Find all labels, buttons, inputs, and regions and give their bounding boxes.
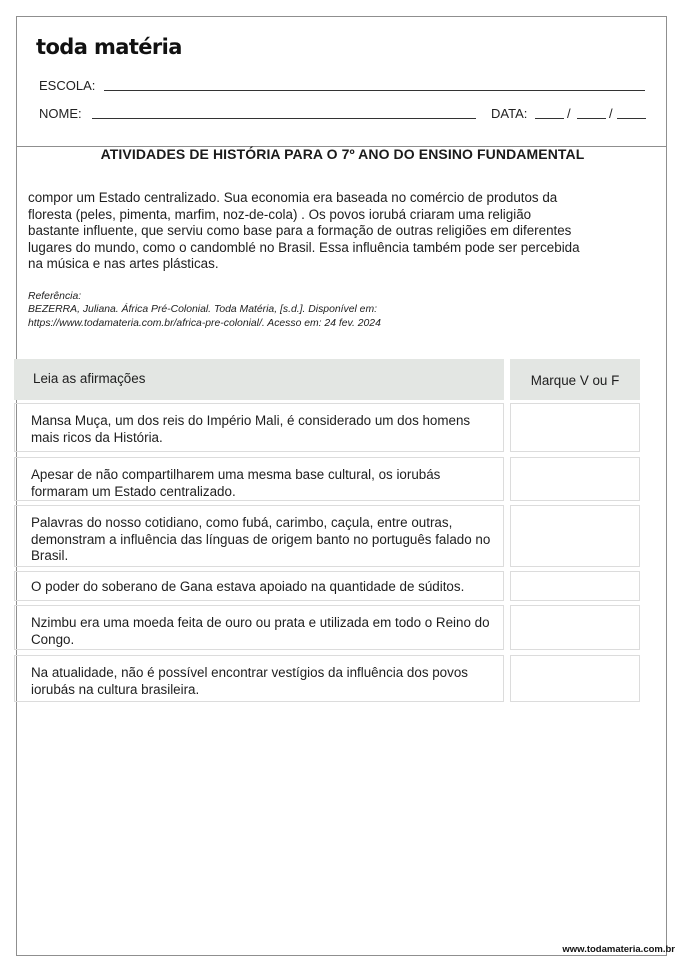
reference-citation: BEZERRA, Juliana. África Pré-Colonial. Toda Matéria, [s.d.]. Disponível em: (28, 304, 377, 316)
nome-field[interactable] (92, 118, 476, 119)
table-header-statements: Leia as afirmações (14, 359, 504, 400)
escola-label: ESCOLA: (39, 78, 96, 93)
date-separator: / (609, 106, 613, 121)
statement-cell: Apesar de não compartilharem uma mesma base cultural, os iorubás formaram um Estado centralizado. (14, 457, 504, 501)
reference-url: https://www.todamateria.com.br/africa-pre-colonial/. Acesso em: 24 fev. 2024 (28, 317, 381, 329)
escola-field[interactable] (104, 90, 645, 91)
date-year-field[interactable] (617, 118, 646, 119)
answer-box[interactable] (510, 457, 640, 501)
answer-box[interactable] (510, 655, 640, 702)
answer-box[interactable] (510, 505, 640, 567)
statement-cell: Nzimbu era uma moeda feita de ouro ou prata e utilizada em todo o Reino do Congo. (14, 605, 504, 650)
answer-box[interactable] (510, 403, 640, 452)
page-title: ATIVIDADES DE HISTÓRIA PARA O 7º ANO DO ENSINO FUNDAMENTAL (100, 146, 585, 162)
table-header-answer: Marque V ou F (510, 359, 640, 400)
statement-cell: Palavras do nosso cotidiano, como fubá, carimbo, caçula, entre outras, demonstram a influência das línguas de origem banto no português falado no Brasil. (14, 505, 504, 567)
statement-cell: O poder do soberano de Gana estava apoiado na quantidade de súditos. (14, 571, 504, 601)
intro-line: na música e nas artes plásticas. (28, 256, 219, 272)
intro-line: lugares do mundo, como o candomblé no Brasil. Essa influência também pode ser percebida (28, 239, 580, 255)
date-day-field[interactable] (535, 118, 564, 119)
date-separator: / (567, 106, 571, 121)
intro-text (28, 190, 628, 273)
data-label: DATA: (491, 106, 528, 121)
answer-box[interactable] (510, 605, 640, 650)
worksheet-header (17, 17, 666, 147)
intro-line: compor um Estado centralizado. Sua economia era baseada no comércio de produtos da (28, 190, 558, 205)
statement-cell: Na atualidade, não é possível encontrar vestígios da influência dos povos iorubás na cultura brasileira. (14, 655, 504, 702)
answer-box[interactable] (510, 571, 640, 601)
intro-line: bastante influente, que serviu como base para a formação de outras religiões em diferentes (28, 223, 572, 239)
reference-label: Referência: (28, 291, 82, 302)
date-month-field[interactable] (577, 118, 606, 119)
intro-line: floresta (peles, pimenta, marfim, noz-de-cola) . Os povos iorubá criaram uma religião (28, 206, 532, 222)
brand-logo: toda matéria (36, 35, 182, 59)
nome-label: NOME: (39, 106, 82, 121)
statement-cell: Mansa Muça, um dos reis do Império Mali, é considerado um dos homens mais ricos da História. (14, 403, 504, 452)
footer-url: www.todamateria.com.br (562, 944, 675, 955)
reference-block (28, 290, 628, 330)
